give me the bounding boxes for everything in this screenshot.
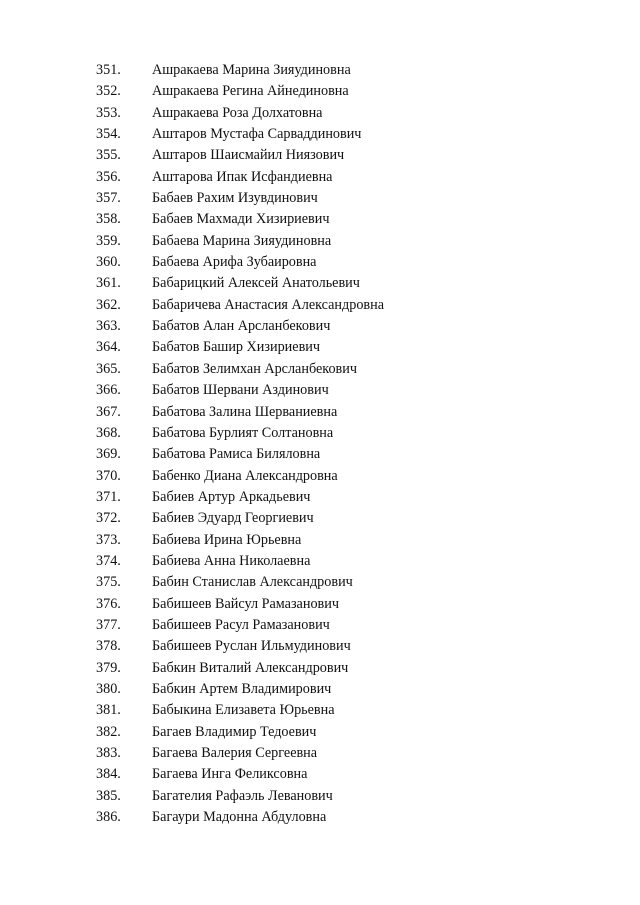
list-item: [0, 722, 640, 743]
entry-name: Бабенко Диана Александровна: [152, 467, 338, 484]
entry-name: Багателия Рафаэль Леванович: [152, 787, 333, 804]
list-item: [0, 380, 640, 401]
entry-name: Багаева Валерия Сергеевна: [152, 745, 318, 761]
list-item: [0, 188, 640, 209]
entry-name: Бабкин Артем Владимирович: [152, 680, 332, 697]
list-item: [0, 743, 640, 764]
list-item: [0, 81, 640, 102]
entry-name: Бабатова Рамиса Биляловна: [152, 446, 321, 463]
entry-number: 356.: [96, 168, 121, 185]
entry-number: 384.: [96, 766, 121, 783]
name-list: [0, 60, 640, 828]
entry-number: 381.: [96, 702, 121, 719]
entry-name: Бабиева Ирина Юрьевна: [152, 531, 302, 548]
list-item: [0, 615, 640, 636]
entry-name: Ашракаева Марина Зияудиновна: [152, 62, 351, 78]
entry-name: Бабатов Башир Хизириевич: [152, 339, 320, 356]
entry-name: Аштаров Мустафа Сарваддинович: [152, 126, 362, 143]
entry-number: 361.: [96, 275, 121, 292]
list-item: [0, 145, 640, 166]
list-item: [0, 786, 640, 807]
entry-name: Аштаров Шаисмайил Ниязович: [152, 147, 345, 164]
entry-number: 386.: [96, 809, 121, 826]
list-item: [0, 594, 640, 615]
entry-number: 355.: [96, 147, 121, 164]
list-item: [0, 124, 640, 145]
entry-name: Бабиев Эдуард Георгиевич: [152, 510, 314, 527]
entry-name: Бабишеев Вайсул Рамазанович: [152, 595, 339, 612]
list-item: [0, 508, 640, 529]
entry-name: Бабин Станислав Александрович: [152, 574, 353, 591]
entry-name: Бабаев Махмади Хизириевич: [152, 211, 330, 228]
list-item: [0, 700, 640, 721]
entry-number: 369.: [96, 446, 121, 463]
entry-number: 382.: [96, 723, 121, 740]
entry-number: 372.: [96, 510, 121, 527]
list-item: [0, 273, 640, 294]
entry-number: 352.: [96, 83, 121, 100]
entry-name: Бабаричева Анастасия Александровна: [152, 296, 385, 313]
entry-name: Бабаева Марина Зияудиновна: [152, 232, 332, 249]
list-item: [0, 764, 640, 785]
entry-number: 371.: [96, 488, 121, 505]
entry-name: Аштарова Ипак Исфандиевна: [152, 168, 333, 185]
list-item: [0, 209, 640, 230]
entry-name: Бабаев Рахим Изувдинович: [152, 190, 318, 207]
entry-name: Бабарицкий Алексей Анатольевич: [152, 275, 360, 292]
entry-number: 376.: [96, 595, 121, 612]
entry-name: Бабкин Виталий Александрович: [152, 659, 349, 676]
list-item: [0, 423, 640, 444]
entry-name: Бабишеев Руслан Ильмудинович: [152, 638, 351, 655]
list-item: [0, 231, 640, 252]
entry-number: 368.: [96, 424, 121, 441]
entry-number: 351.: [96, 62, 121, 78]
entry-number: 379.: [96, 659, 121, 676]
entry-name: Бабатов Зелимхан Арсланбекович: [152, 360, 357, 377]
entry-number: 377.: [96, 616, 121, 633]
list-item: [0, 295, 640, 316]
list-item: [0, 402, 640, 423]
entry-number: 383.: [96, 745, 121, 761]
entry-name: Ашракаева Роза Долхатовна: [152, 104, 323, 121]
list-item: [0, 60, 640, 81]
entry-number: 365.: [96, 360, 121, 377]
entry-number: 374.: [96, 552, 121, 569]
list-item: [0, 337, 640, 358]
entry-number: 358.: [96, 211, 121, 228]
entry-name: Багаури Мадонна Абдуловна: [152, 809, 327, 826]
entry-number: 373.: [96, 531, 121, 548]
entry-number: 362.: [96, 296, 121, 313]
entry-name: Багаев Владимир Тедоевич: [152, 723, 317, 740]
entry-name: Бабатов Алан Арсланбекович: [152, 318, 331, 335]
entry-number: 360.: [96, 254, 121, 271]
list-item: [0, 679, 640, 700]
entry-name: Бабатова Залина Шерваниевна: [152, 403, 338, 420]
entry-name: Бабаева Арифа Зубаировна: [152, 254, 317, 271]
list-item: [0, 807, 640, 828]
list-item: [0, 444, 640, 465]
list-item: [0, 359, 640, 380]
list-item: [0, 658, 640, 679]
list-item: [0, 636, 640, 657]
entry-number: 359.: [96, 232, 121, 249]
list-item: [0, 316, 640, 337]
entry-number: 375.: [96, 574, 121, 591]
entry-number: 364.: [96, 339, 121, 356]
entry-name: Бабыкина Елизавета Юрьевна: [152, 702, 335, 719]
entry-number: 385.: [96, 787, 121, 804]
entry-name: Ашракаева Регина Айнединовна: [152, 83, 349, 100]
entry-name: Бабиева Анна Николаевна: [152, 552, 311, 569]
list-item: [0, 103, 640, 124]
entry-number: 378.: [96, 638, 121, 655]
entry-number: 354.: [96, 126, 121, 143]
entry-number: 353.: [96, 104, 121, 121]
list-item: [0, 167, 640, 188]
list-item: [0, 572, 640, 593]
entry-name: Бабатов Шервани Аздинович: [152, 382, 329, 399]
entry-number: 367.: [96, 403, 121, 420]
entry-name: Бабиев Артур Аркадьевич: [152, 488, 311, 505]
list-item: [0, 466, 640, 487]
entry-number: 363.: [96, 318, 121, 335]
entry-name: Бабатова Бурлият Солтановна: [152, 424, 334, 441]
entry-name: Багаева Инга Феликсовна: [152, 766, 308, 783]
entry-number: 370.: [96, 467, 121, 484]
list-item: [0, 252, 640, 273]
entry-name: Бабишеев Расул Рамазанович: [152, 616, 330, 633]
entry-number: 380.: [96, 680, 121, 697]
list-item: [0, 487, 640, 508]
entry-number: 357.: [96, 190, 121, 207]
entry-number: 366.: [96, 382, 121, 399]
list-item: [0, 530, 640, 551]
list-item: [0, 551, 640, 572]
